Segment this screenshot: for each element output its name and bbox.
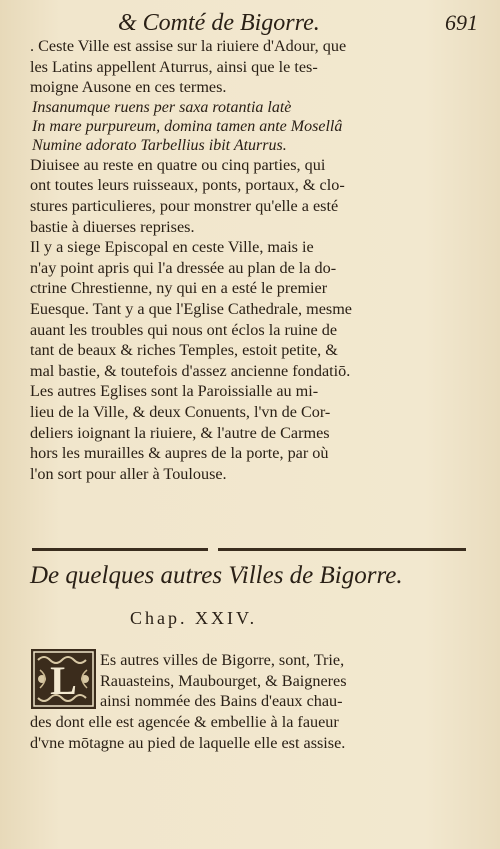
text-line: n'ay point apris qui l'a dressée au plan de la do- (30, 258, 337, 277)
text-line: Il y a siege Episcopal en ceste Ville, mais ie (30, 238, 314, 257)
text-line: mal bastie, & toutefois d'assez ancienne fondatiō. (30, 361, 351, 380)
text-line: Es autres villes de Bigorre, sont, Trie, (100, 651, 345, 669)
drop-cap-icon (30, 648, 97, 710)
text-line: ainsi nommée des Bains d'eaux chau- (100, 692, 343, 711)
divider-rule-right (218, 548, 466, 551)
chapter-continuation-lines (30, 712, 470, 753)
text-line: ctrine Chrestienne, ny qui en a esté le premier (30, 279, 328, 298)
text-line: d'vne mōtagne au pied de laquelle elle est assise. (30, 733, 346, 752)
text-line: hors les murailles & aupres de la porte, par où (30, 444, 329, 463)
text-line: des dont elle est agencée & embellie à la faueur (30, 713, 339, 731)
chapter-opening-lines (100, 650, 470, 712)
text-line: Diuisee au reste en quatre ou cinq parties, qui (30, 155, 326, 174)
running-head: & Comté de Bigorre. (118, 10, 320, 36)
text-line: lieu de la Ville, & deux Conuents, l'vn de Cor- (30, 402, 331, 421)
text-line: tant de beaux & riches Temples, estoit petite, & (30, 341, 338, 360)
text-line: l'on sort pour aller à Toulouse. (30, 464, 227, 483)
text-line: Rauasteins, Maubourget, & Baigneres (100, 671, 347, 690)
text-line: ont toutes leurs ruisseaux, ponts, portaux, & clo- (30, 176, 345, 195)
verse-line: Numine adorato Tarbellius ibit Aturrus. (32, 136, 287, 154)
text-line: les Latins appellent Aturrus, ainsi que le tes- (30, 57, 318, 76)
text-line: Euesque. Tant y a que l'Eglise Cathedrale, mesme (30, 299, 352, 318)
page-number: 691 (445, 10, 478, 35)
section-divider (32, 548, 466, 552)
text-line: stures particulieres, pour monstrer qu'elle a esté (30, 196, 339, 215)
text-line: Les autres Eglises sont la Paroissialle au mi- (30, 382, 319, 401)
text-line: bastie à diuerses reprises. (30, 217, 195, 236)
divider-rule-left (32, 548, 208, 551)
body-text (30, 36, 466, 484)
text-line: . Ceste Ville est assise sur la riuiere d'Adour, que (30, 37, 347, 55)
verse-line: In mare purpureum, domina tamen ante Mosellâ (32, 117, 343, 135)
chapter-title: De quelques autres Villes de Bigorre. (30, 562, 403, 589)
chapter-number: Chap. XXIV. (130, 608, 258, 628)
verse-line: Insanumque ruens per saxa rotantia latè (32, 98, 292, 116)
text-line: auant les troubles qui nous ont éclos la ruine de (30, 320, 338, 339)
drop-cap-letter: L (50, 658, 77, 703)
text-line: moigne Ausone en ces termes. (30, 78, 227, 97)
text-line: deliers ioignant la riuiere, & l'autre de Carmes (30, 423, 330, 442)
